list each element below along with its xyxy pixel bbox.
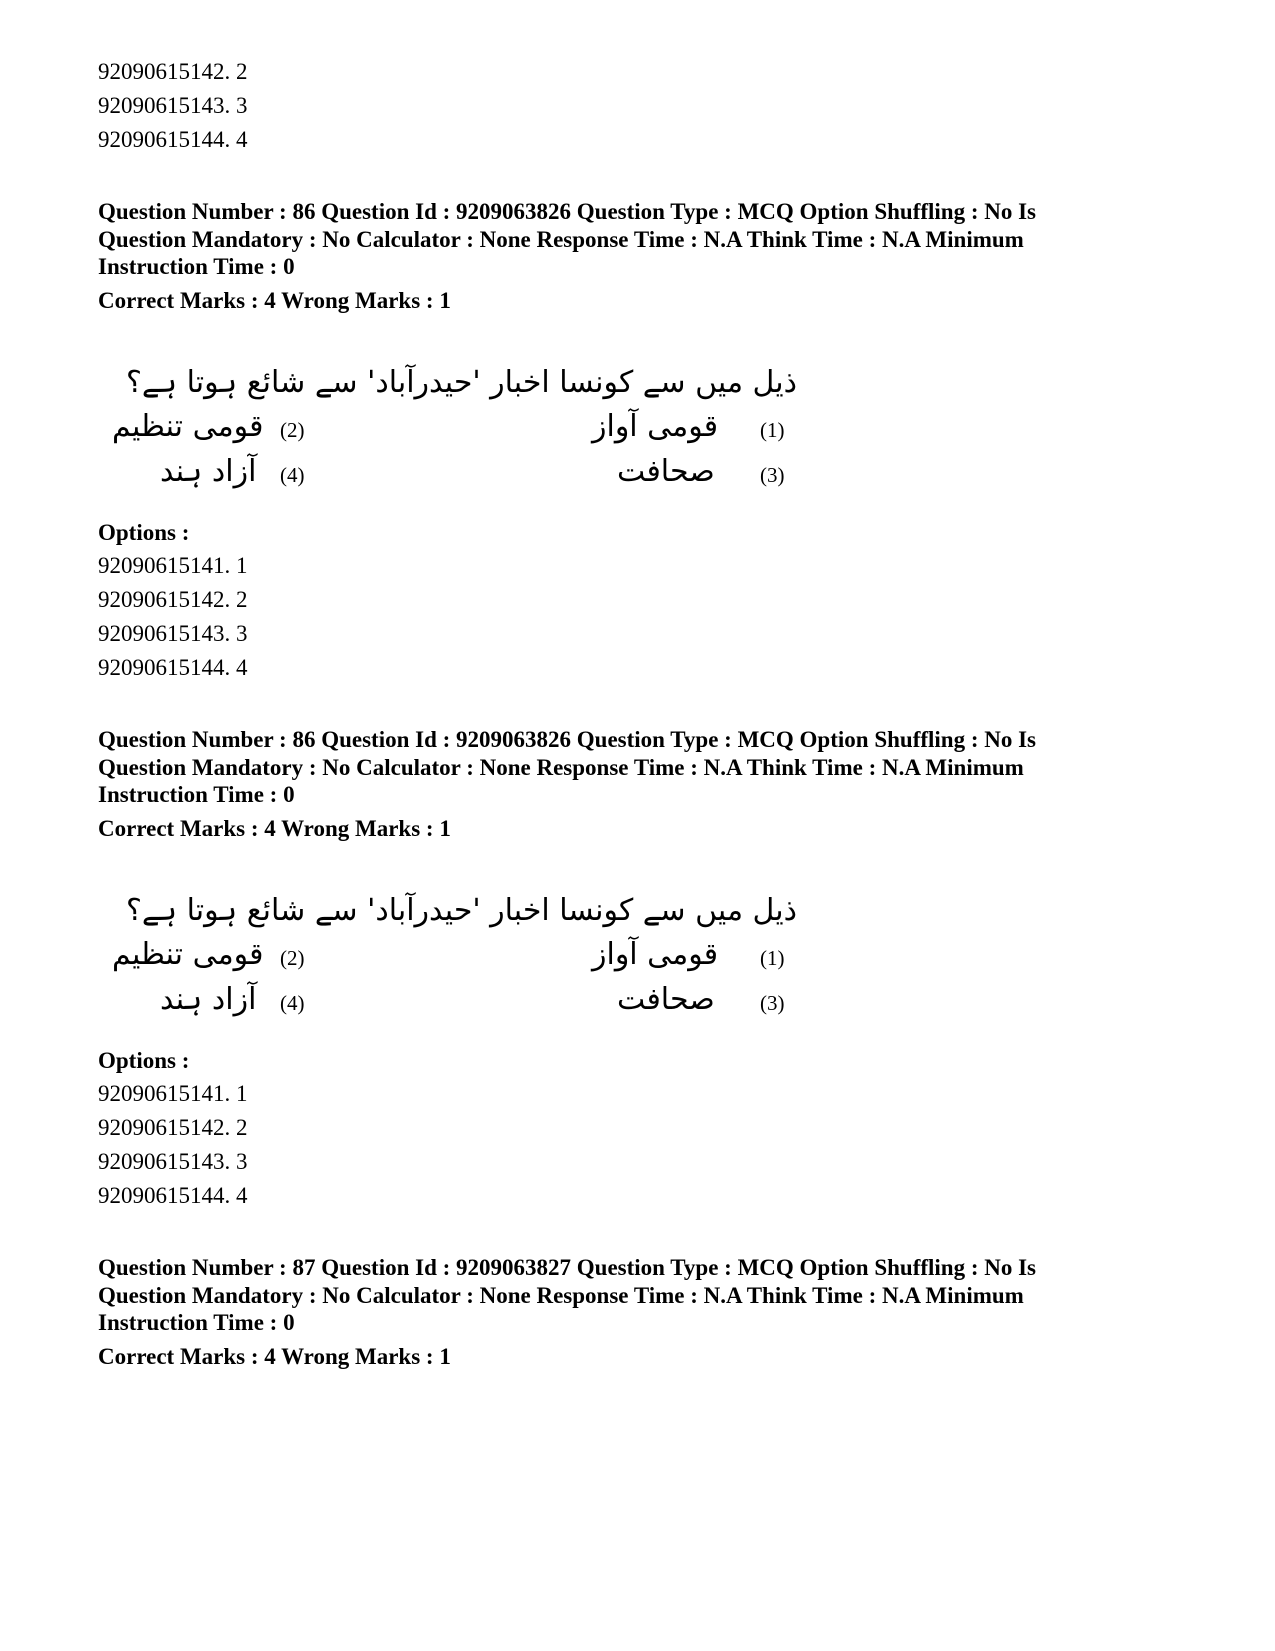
marks-line: Correct Marks : 4 Wrong Marks : 1 — [98, 816, 451, 841]
option-line: 92090615143. 3 — [98, 93, 248, 118]
choice-number: (3) — [760, 991, 785, 1015]
question-header-line: Instruction Time : 0 — [98, 782, 295, 807]
choice-number: (1) — [760, 418, 785, 442]
option-line: 92090615142. 2 — [98, 587, 248, 612]
option-line: 92090615144. 4 — [98, 655, 248, 680]
choice-text: قومی تنظیم — [112, 409, 264, 444]
choice-text: آزاد ہند — [160, 982, 257, 1017]
question-header-line: Question Mandatory : No Calculator : None Response Time : N.A Think Time : N.A Minimum — [98, 227, 1024, 252]
choice-number: (3) — [760, 463, 785, 487]
question-header-line: Question Number : 86 Question Id : 9209063826 Question Type : MCQ Option Shuffling : No Is — [98, 727, 1037, 752]
question-header-line: Instruction Time : 0 — [98, 1310, 295, 1335]
options-label: Options : — [98, 520, 190, 545]
question-header-line: Instruction Time : 0 — [98, 254, 295, 279]
option-line: 92090615143. 3 — [98, 621, 248, 646]
choice-text: قومی آواز — [592, 937, 719, 972]
option-line: 92090615142. 2 — [98, 1115, 248, 1140]
choice-number: (1) — [760, 946, 785, 970]
option-line: 92090615142. 2 — [98, 59, 248, 84]
options-label: Options : — [98, 1048, 190, 1073]
choice-text: صحافت — [617, 982, 715, 1017]
option-line: 92090615141. 1 — [98, 553, 248, 578]
choice-number: (2) — [280, 946, 305, 970]
choice-number: (2) — [280, 418, 305, 442]
question-header-line: Question Mandatory : No Calculator : None Response Time : N.A Think Time : N.A Minimum — [98, 1283, 1024, 1308]
choice-number: (4) — [280, 463, 305, 487]
choice-text: آزاد ہند — [160, 454, 257, 489]
question-header-line: Question Number : 87 Question Id : 9209063827 Question Type : MCQ Option Shuffling : No Is — [98, 1255, 1037, 1280]
option-line: 92090615144. 4 — [98, 127, 248, 152]
option-line: 92090615143. 3 — [98, 1149, 248, 1174]
question-text-urdu: ذیل میں سے کونسا اخبار 'حیدرآباد' سے شائع ہوتا ہے؟ — [126, 893, 797, 928]
question-image — [112, 888, 812, 1038]
marks-line: Correct Marks : 4 Wrong Marks : 1 — [98, 288, 451, 313]
option-line: 92090615141. 1 — [98, 1081, 248, 1106]
choice-text: صحافت — [617, 454, 715, 489]
choice-text: قومی آواز — [592, 409, 719, 444]
option-line: 92090615144. 4 — [98, 1183, 248, 1208]
marks-line: Correct Marks : 4 Wrong Marks : 1 — [98, 1344, 451, 1369]
choice-text: قومی تنظیم — [112, 937, 264, 972]
question-header-line: Question Number : 86 Question Id : 9209063826 Question Type : MCQ Option Shuffling : No Is — [98, 199, 1037, 224]
choice-number: (4) — [280, 991, 305, 1015]
question-text-urdu: ذیل میں سے کونسا اخبار 'حیدرآباد' سے شائع ہوتا ہے؟ — [126, 365, 797, 400]
question-image — [112, 360, 812, 510]
question-header-line: Question Mandatory : No Calculator : None Response Time : N.A Think Time : N.A Minimum — [98, 755, 1024, 780]
